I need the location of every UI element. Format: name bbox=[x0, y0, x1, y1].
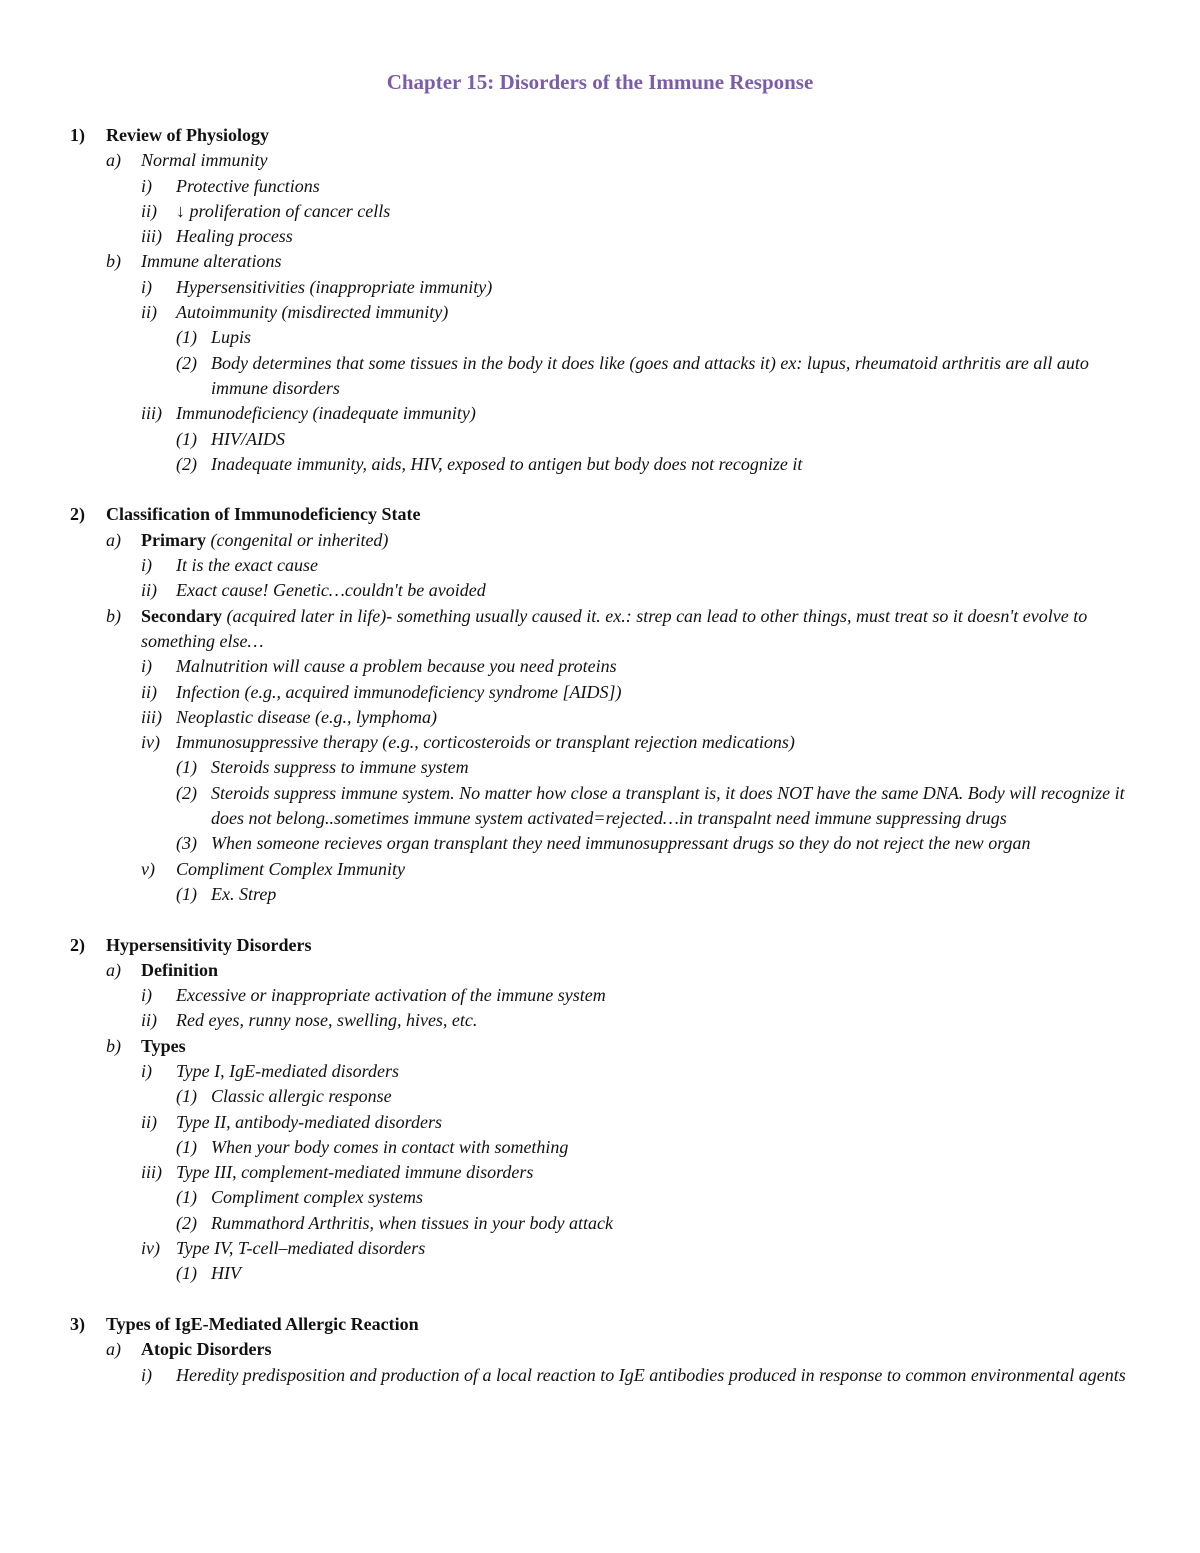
list-marker: v) bbox=[141, 858, 155, 879]
item-body: Steroids suppress immune system. No matter how close a transplant is, it does NOT have the same DNA. Body will recognize it does not belong..sometimes immune system activated=rejected…in transpalnt need immune suppressing drugs bbox=[211, 782, 1125, 829]
item-body: Infection (e.g., acquired immunodeficiency syndrome [AIDS]) bbox=[176, 681, 622, 702]
page-title: Chapter 15: Disorders of the Immune Response bbox=[386, 70, 814, 94]
list-marker: iii) bbox=[141, 226, 162, 247]
item-text bbox=[176, 174, 1140, 199]
item-text bbox=[141, 528, 1140, 553]
item-body: Type I, IgE-mediated disorders bbox=[176, 1060, 399, 1081]
outline-subitem bbox=[70, 174, 1140, 199]
item-text bbox=[176, 1236, 1140, 1261]
item-body: HIV bbox=[211, 1263, 241, 1284]
item-body: Heredity predisposition and production of a local reaction to IgE antibodies produced in response to common environmental agents bbox=[176, 1364, 1126, 1385]
item-bold-label: Secondary bbox=[141, 605, 222, 626]
item-text bbox=[176, 857, 1140, 882]
item-text bbox=[176, 553, 1140, 578]
list-marker: a) bbox=[106, 1339, 121, 1360]
list-marker: (1) bbox=[176, 1136, 197, 1157]
item-text bbox=[176, 224, 1140, 249]
item-text bbox=[176, 401, 1140, 426]
list-marker: (1) bbox=[176, 1187, 197, 1208]
list-marker: i) bbox=[141, 276, 152, 297]
section-heading bbox=[70, 123, 1140, 148]
item-bold-label: Primary bbox=[141, 529, 206, 550]
outline bbox=[70, 123, 1140, 1388]
outline-subitem bbox=[70, 654, 1140, 679]
outline-subitem bbox=[70, 730, 1140, 755]
outline-subsubitem bbox=[70, 1084, 1140, 1109]
item-text bbox=[176, 680, 1140, 705]
list-marker: ii) bbox=[141, 1010, 157, 1031]
section-title: Review of Physiology bbox=[106, 125, 269, 145]
item-body: Healing process bbox=[176, 226, 293, 247]
item-body: Body determines that some tissues in the body it does like (goes and attacks it) ex: lupus, rheumatoid arthritis are all auto immune disorders bbox=[211, 352, 1089, 398]
list-marker: ii) bbox=[141, 302, 157, 323]
list-marker: i) bbox=[141, 555, 152, 576]
item-body: Protective functions bbox=[176, 175, 320, 196]
outline-item bbox=[70, 528, 1140, 553]
item-text bbox=[211, 1261, 1140, 1286]
outline-item bbox=[70, 958, 1140, 983]
section-heading bbox=[70, 502, 1140, 527]
item-text bbox=[211, 882, 1140, 907]
item-text bbox=[176, 730, 1140, 755]
list-marker: ii) bbox=[141, 681, 157, 702]
item-bold-label: Definition bbox=[141, 959, 219, 980]
outline-item bbox=[70, 1034, 1140, 1059]
outline-subitem bbox=[70, 300, 1140, 325]
outline-subsubitem bbox=[70, 427, 1140, 452]
list-marker: iv) bbox=[141, 732, 160, 753]
outline-subsubitem bbox=[70, 325, 1140, 350]
item-text bbox=[176, 275, 1140, 300]
list-marker: (2) bbox=[176, 782, 197, 803]
item-body: Immunosuppressive therapy (e.g., corticosteroids or transplant rejection medications) bbox=[176, 732, 795, 753]
list-marker: (1) bbox=[176, 757, 197, 778]
outline-subsubitem bbox=[70, 1211, 1140, 1236]
outline-subitem bbox=[70, 857, 1140, 882]
item-body: Type II, antibody-mediated disorders bbox=[176, 1111, 442, 1132]
item-text bbox=[211, 1185, 1140, 1210]
list-marker: i) bbox=[141, 985, 152, 1006]
item-text bbox=[141, 958, 1140, 983]
section-title: Hypersensitivity Disorders bbox=[106, 934, 312, 955]
item-text bbox=[176, 705, 1140, 730]
outline-subitem bbox=[70, 1160, 1140, 1185]
item-body: Type IV, T-cell–mediated disorders bbox=[176, 1238, 426, 1259]
item-body: It is the exact cause bbox=[176, 555, 318, 576]
list-marker: (2) bbox=[176, 453, 197, 474]
list-marker: i) bbox=[141, 175, 152, 196]
list-marker: ii) bbox=[141, 580, 157, 601]
item-text bbox=[176, 199, 1140, 224]
item-body: Red eyes, runny nose, swelling, hives, etc. bbox=[176, 1010, 478, 1031]
outline-subitem bbox=[70, 275, 1140, 300]
item-text bbox=[176, 654, 1140, 679]
outline-subitem bbox=[70, 1236, 1140, 1261]
item-text bbox=[176, 1110, 1140, 1135]
list-marker: iii) bbox=[141, 1162, 162, 1183]
outline-item bbox=[70, 249, 1140, 274]
item-text bbox=[176, 1160, 1140, 1185]
item-text bbox=[176, 983, 1140, 1008]
list-marker: (1) bbox=[176, 428, 197, 449]
item-body: Hypersensitivities (inappropriate immunity) bbox=[176, 276, 493, 297]
list-marker: (1) bbox=[176, 1263, 197, 1284]
list-marker: (1) bbox=[176, 327, 197, 348]
item-text bbox=[176, 1363, 1140, 1388]
outline-subitem bbox=[70, 578, 1140, 603]
outline-subitem bbox=[70, 401, 1140, 426]
outline-subsubitem bbox=[70, 351, 1140, 402]
item-body: (acquired later in life)- something usually caused it. ex.: strep can lead to other things, must treat so it doesn't evolve to something else… bbox=[141, 605, 1088, 651]
item-text bbox=[211, 1135, 1140, 1160]
outline-subitem bbox=[70, 983, 1140, 1008]
section-heading bbox=[70, 1312, 1140, 1337]
list-marker: (2) bbox=[176, 1212, 197, 1233]
outline-subsubitem bbox=[70, 1135, 1140, 1160]
outline-item bbox=[70, 148, 1140, 173]
item-body: Rummathord Arthritis, when tissues in your body attack bbox=[211, 1212, 613, 1233]
item-text bbox=[176, 300, 1140, 325]
outline-subitem bbox=[70, 1059, 1140, 1084]
item-body: HIV/AIDS bbox=[211, 428, 285, 449]
outline-subsubitem bbox=[70, 1261, 1140, 1286]
item-body: Lupis bbox=[211, 327, 252, 348]
item-text bbox=[176, 578, 1140, 603]
list-marker: a) bbox=[106, 959, 121, 980]
list-marker: i) bbox=[141, 656, 152, 677]
list-marker: iv) bbox=[141, 1238, 160, 1259]
section-marker: 1) bbox=[70, 125, 85, 145]
outline-subitem bbox=[70, 680, 1140, 705]
outline-item bbox=[70, 1337, 1140, 1362]
section-marker: 2) bbox=[70, 504, 85, 525]
list-marker: ii) bbox=[141, 1111, 157, 1132]
list-marker: i) bbox=[141, 1060, 152, 1081]
item-body: Compliment complex systems bbox=[211, 1187, 423, 1208]
list-marker: b) bbox=[106, 605, 121, 626]
item-text bbox=[211, 452, 1140, 477]
item-text bbox=[176, 1008, 1140, 1033]
outline-subitem bbox=[70, 224, 1140, 249]
item-text bbox=[176, 1059, 1140, 1084]
item-text bbox=[211, 831, 1140, 856]
outline-subitem bbox=[70, 1008, 1140, 1033]
item-body: Type III, complement-mediated immune disorders bbox=[176, 1162, 534, 1183]
item-text bbox=[141, 604, 1140, 655]
outline-subitem bbox=[70, 1110, 1140, 1135]
item-text bbox=[211, 325, 1140, 350]
section-heading bbox=[70, 933, 1140, 958]
item-body: Exact cause! Genetic…couldn't be avoided bbox=[176, 580, 486, 601]
item-body: Inadequate immunity, aids, HIV, exposed to antigen but body does not recognize it bbox=[211, 453, 803, 474]
list-marker: a) bbox=[106, 529, 121, 550]
item-text bbox=[141, 1337, 1140, 1362]
outline-subsubitem bbox=[70, 781, 1140, 832]
list-marker: ii) bbox=[141, 200, 157, 221]
list-marker: b) bbox=[106, 251, 121, 272]
item-text bbox=[211, 427, 1140, 452]
outline-item bbox=[70, 604, 1140, 655]
outline-subsubitem bbox=[70, 1185, 1140, 1210]
outline-subsubitem bbox=[70, 882, 1140, 907]
outline-subitem bbox=[70, 199, 1140, 224]
item-body: (congenital or inherited) bbox=[205, 529, 389, 550]
item-bold-label: Atopic Disorders bbox=[141, 1339, 272, 1360]
list-marker: (1) bbox=[176, 883, 197, 904]
list-marker: (1) bbox=[176, 1086, 197, 1107]
item-text bbox=[211, 1211, 1140, 1236]
list-marker: b) bbox=[106, 1035, 121, 1056]
list-marker: i) bbox=[141, 1364, 152, 1385]
outline-subitem bbox=[70, 1363, 1140, 1388]
item-text bbox=[211, 1084, 1140, 1109]
item-body: When someone recieves organ transplant they need immunosuppressant drugs so they do not reject the new organ bbox=[211, 833, 1031, 854]
outline-subsubitem bbox=[70, 452, 1140, 477]
item-body: Excessive or inappropriate activation of the immune system bbox=[176, 985, 606, 1006]
list-marker: (3) bbox=[176, 833, 197, 854]
item-body: When your body comes in contact with something bbox=[211, 1136, 569, 1157]
item-body: ↓ proliferation of cancer cells bbox=[176, 200, 391, 221]
item-body: Malnutrition will cause a problem because you need proteins bbox=[176, 656, 617, 677]
item-text bbox=[141, 249, 1140, 274]
item-text bbox=[211, 351, 1140, 402]
outline-subitem bbox=[70, 705, 1140, 730]
item-text bbox=[211, 781, 1140, 832]
outline-subsubitem bbox=[70, 831, 1140, 856]
item-body: Steroids suppress to immune system bbox=[211, 757, 469, 778]
item-body: Normal immunity bbox=[141, 150, 268, 171]
item-body: Autoimmunity (misdirected immunity) bbox=[176, 302, 449, 323]
list-marker: a) bbox=[106, 150, 121, 171]
item-body: Classic allergic response bbox=[211, 1086, 392, 1107]
item-text bbox=[211, 755, 1140, 780]
section-marker: 3) bbox=[70, 1313, 85, 1334]
list-marker: iii) bbox=[141, 403, 162, 424]
item-text bbox=[141, 1034, 1140, 1059]
item-bold-label: Types bbox=[141, 1035, 186, 1056]
item-body: Ex. Strep bbox=[211, 883, 277, 904]
item-body: Neoplastic disease (e.g., lymphoma) bbox=[176, 706, 437, 727]
section-title: Types of IgE-Mediated Allergic Reaction bbox=[106, 1313, 419, 1334]
list-marker: (2) bbox=[176, 352, 197, 373]
item-body: Compliment Complex Immunity bbox=[176, 858, 405, 879]
item-body: Immunodeficiency (inadequate immunity) bbox=[176, 403, 476, 424]
section-marker: 2) bbox=[70, 934, 85, 955]
list-marker: iii) bbox=[141, 706, 162, 727]
item-body: Immune alterations bbox=[141, 251, 282, 272]
outline-subitem bbox=[70, 553, 1140, 578]
section-title: Classification of Immunodeficiency State bbox=[106, 504, 421, 525]
outline-subsubitem bbox=[70, 755, 1140, 780]
item-text bbox=[141, 148, 1140, 173]
